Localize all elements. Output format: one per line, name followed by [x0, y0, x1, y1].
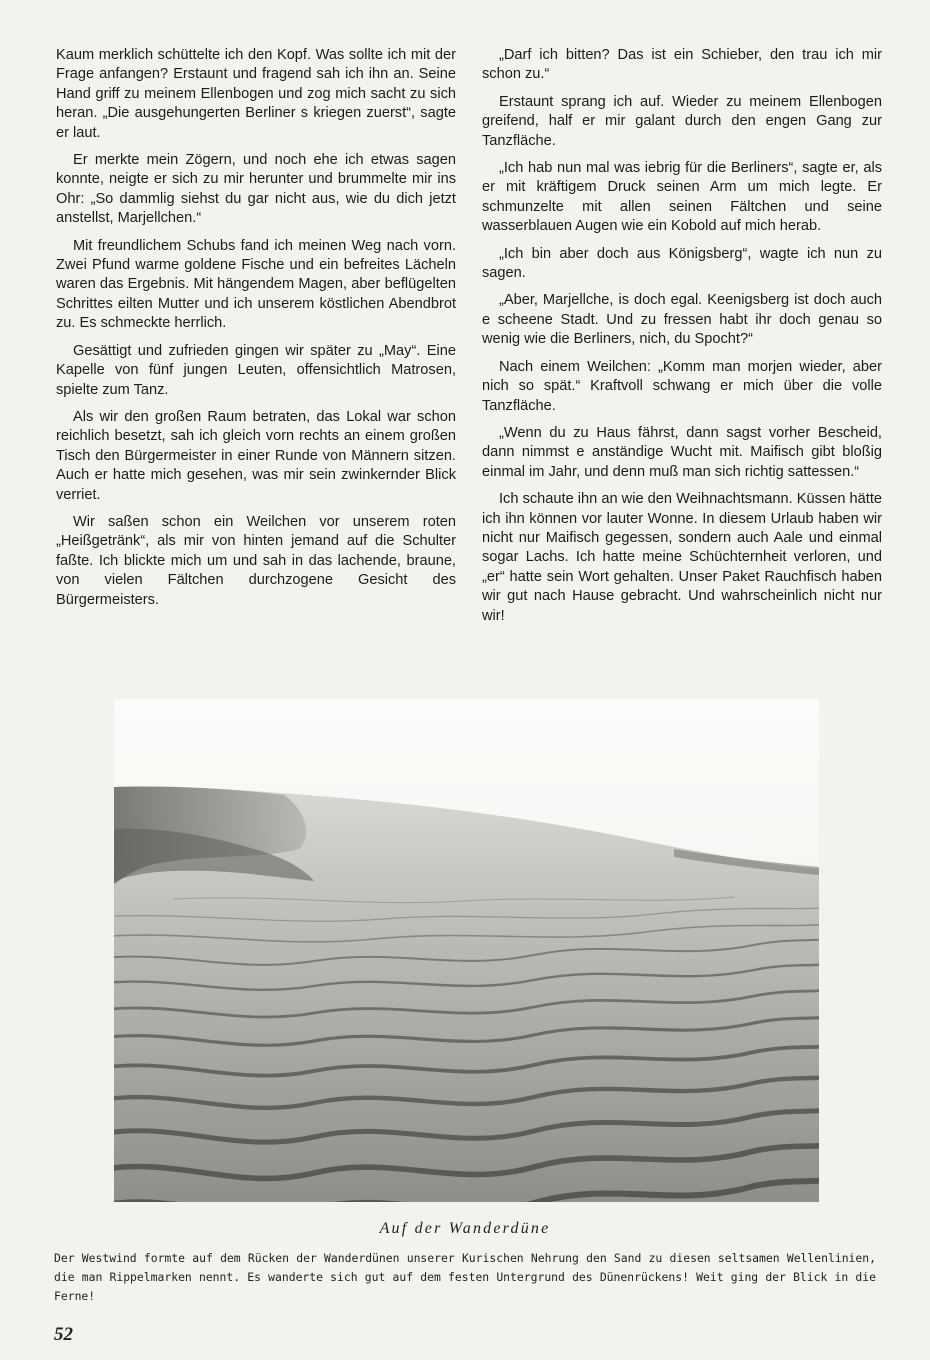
paragraph: Nach einem Weilchen: „Komm man morjen wieder, aber nich so spät.“ Kraftvoll schwang er mich über die volle Tanzfläche.	[482, 358, 882, 414]
paragraph: Kaum merklich schüttelte ich den Kopf. Was sollte ich mit der Frage anfangen? Erstaunt und fragend sah ich ihn an. Seine Hand griff zu meinem Ellenbogen und zog mich sacht zu sich heran. „Die ausgehungerten Berliner s kriegen zuerst“, sagte er laut.	[56, 47, 456, 141]
page-number: 52	[54, 1324, 73, 1345]
paragraph: „Wenn du zu Haus fährst, dann sagst vorher Bescheid, dann nimmst e anständige Wucht mit. Maifisch gibt bloßig einmal im Jahr, und denn muß man sich richtig sattessen.“	[482, 424, 882, 480]
dune-photo	[114, 699, 819, 1202]
right-column	[482, 46, 882, 634]
left-column	[56, 46, 456, 618]
paragraph: Als wir den großen Raum betraten, das Lokal war schon reichlich besetzt, sah ich gleich vorn rechts an einem großen Tisch den Bürgermeister in einer Runde von Männern sitzen. Auch er hatte mich gesehen, was mir sein zwinkernder Blick verriet.	[56, 408, 456, 503]
paragraph: Erstaunt sprang ich auf. Wieder zu meinem Ellenbogen greifend, half er mir galant durch den engen Gang zur Tanzfläche.	[482, 93, 882, 149]
paragraph: Ich schaute ihn an wie den Weihnachtsmann. Küssen hätte ich ihn können vor lauter Wonne. In diesem Urlaub haben wir nicht nur Maifisch gegessen, sondern auch Aale und einmal sogar Lachs. Ich hatte meine Schüchternheit verloren, und „er“ hatte sein Wort gehalten. Unser Paket Rauchfisch haben wir gut nach Hause gebracht. Und wahrscheinlich nicht nur wir!	[482, 491, 882, 624]
paragraph: Mit freundlichem Schubs fand ich meinen Weg nach vorn. Zwei Pfund warme goldene Fische und ein befreites Lächeln waren das Ergebnis. Mit hängendem Magen, aber beflügelten Schrittes eilten Mutter und ich unserem köstlichen Abendbrot zu. Es schmeckte herrlich.	[56, 237, 456, 332]
paragraph: „Ich bin aber doch aus Königsberg“, wagte ich nun zu sagen.	[482, 245, 882, 282]
photo-caption-text: Der Westwind formte auf dem Rücken der Wanderdünen unserer Kurischen Nehrung den Sand zu diesen seltsamen Wellenlinien, die man Rippelmarken nennt. Es wanderte sich gut auf dem festen Untergrund des Dünenrückens! Weit ging der Blick in die Ferne!	[54, 1251, 876, 1303]
paragraph: „Darf ich bitten? Das ist ein Schieber, den trau ich mir schon zu.“	[482, 47, 882, 83]
paragraph: „Aber, Marjellche, is doch egal. Keenigsberg ist doch auch e scheene Stadt. Und zu fressen habt ihr doch genau so wenig wie die Berliners, nich, du Spocht?“	[482, 292, 882, 348]
photo-caption-title: Auf der Wanderdüne	[379, 1220, 551, 1237]
paragraph: Wir saßen schon ein Weilchen vor unserem roten „Heißgetränk“, als mir von hinten jemand auf die Schulter faßte. Ich blickte mich um und sah in das lachende, braune, von vielen Fältchen durchzogene Gesicht des Bürgermeisters.	[56, 513, 456, 608]
paragraph: Gesättigt und zufrieden gingen wir später zu „May“. Eine Kapelle von fünf jungen Leuten, offensichtlich Matrosen, spielte zum Tanz.	[56, 342, 456, 398]
paragraph: „Ich hab nun mal was iebrig für die Berliners“, sagte er, als er mit kräftigem Druck seinen Arm um mich legte. Er schmunzelte mit allen seinen Fältchen und seine wasserblauen Augen wie ein Kobold auf mich herab.	[482, 160, 882, 235]
dune-ripples-image	[114, 699, 819, 1202]
paragraph: Er merkte mein Zögern, und noch ehe ich etwas sagen konnte, neigte er sich zu mir herunter und brummelte mir ins Ohr: „So dammlig siehst du gar nicht aus, wie du dich jetzt anstellst, Marjellchen.“	[56, 152, 456, 227]
